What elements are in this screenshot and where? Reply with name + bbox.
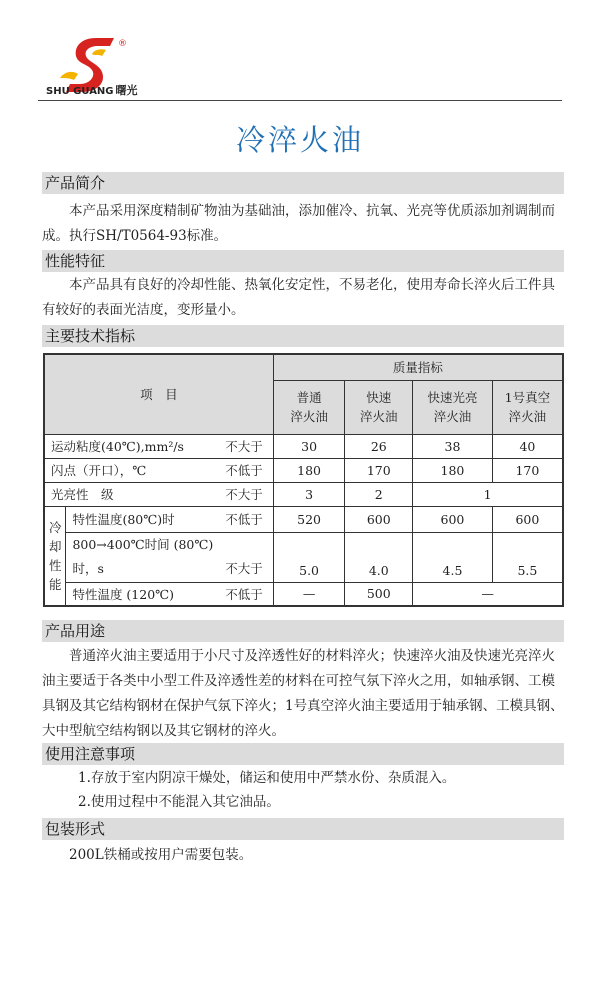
brand-name-en: SHU GUANG xyxy=(46,86,114,97)
usage-text: 普通淬火油主要适用于小尺寸及淬透性好的材料淬火；快速淬火油及快速光亮淬火油主要适于各类中小型工件及淬透性差的材料在可控气氛下淬火之用，如轴承钢、工模具钢及其它结构钢材在保护气氛下淬火；1号真空淬火油主要适用于轴承钢、工模具钢、大中型航空结构钢以及其它钢材的淬火。 xyxy=(42,648,564,739)
section-heading-notes: 使用注意事项 xyxy=(42,743,564,765)
product-header-2: 快速 淬火油 xyxy=(345,380,413,434)
note-item-1: 1.存放于室内阴凉干燥处，储运和使用中严禁水份、杂质混入。 xyxy=(78,770,456,786)
table-row-cooling-time: 800→400℃时间 (80℃) 时，s 不大于 5.0 4.0 4.5 5.5 xyxy=(44,532,563,582)
section-heading-usage: 产品用途 xyxy=(42,620,564,642)
product-header-4: 1号真空 淬火油 xyxy=(492,380,563,434)
table-row-char-temp-80: 冷却性能 特性温度(80℃)时 不低于 520 600 600 600 xyxy=(44,506,563,532)
spec-table xyxy=(43,353,564,607)
section-heading-features: 性能特征 xyxy=(42,250,564,272)
section-heading-specs: 主要技术指标 xyxy=(42,325,564,347)
table-row-flash-point: 闪点（开口），℃ 不低于 180 170 180 170 xyxy=(44,458,563,482)
section-heading-packaging: 包装形式 xyxy=(42,818,564,840)
packaging-text: 200L铁桶或按用户需要包装。 xyxy=(69,847,253,863)
quality-header-cell xyxy=(273,354,563,380)
table-row-char-temp-120: 特性温度 (120℃) 不低于 — 500 — xyxy=(44,582,563,606)
registered-mark: ® xyxy=(118,39,127,49)
page-title: 冷淬火油 xyxy=(235,123,364,157)
table-row-brightness: 光亮性 级 不大于 3 2 1 xyxy=(44,482,563,506)
brand-name-cn: 曙光 xyxy=(115,84,138,97)
header-rule xyxy=(38,100,562,101)
product-header-1: 普通 淬火油 xyxy=(273,380,345,434)
quality-header: 质量指标 xyxy=(392,360,443,376)
intro-text: 本产品采用深度精制矿物油为基础油，添加催冷、抗氧、光亮等优质添加剂调制而成。执行SH/T0564-93标准。 xyxy=(42,203,555,244)
table-row-viscosity: 运动粘度(40℃),mm²/s 不大于 30 26 38 40 xyxy=(44,434,563,458)
cooling-group-label: 冷却性能 xyxy=(44,506,66,606)
brand-name xyxy=(46,82,138,98)
note-item-2: 2.使用过程中不能混入其它油品。 xyxy=(78,794,280,810)
features-text: 本产品具有良好的冷却性能、热氧化安定性，不易老化，使用寿命长淬火后工件具有较好的表面光洁度，变形量小。 xyxy=(42,277,555,318)
page-header xyxy=(0,0,600,102)
section-heading-intro: 产品简介 xyxy=(42,172,564,194)
product-header-3: 快速光亮 淬火油 xyxy=(413,380,493,434)
item-header: 项 目 xyxy=(140,387,178,403)
item-header-cell xyxy=(44,354,273,434)
